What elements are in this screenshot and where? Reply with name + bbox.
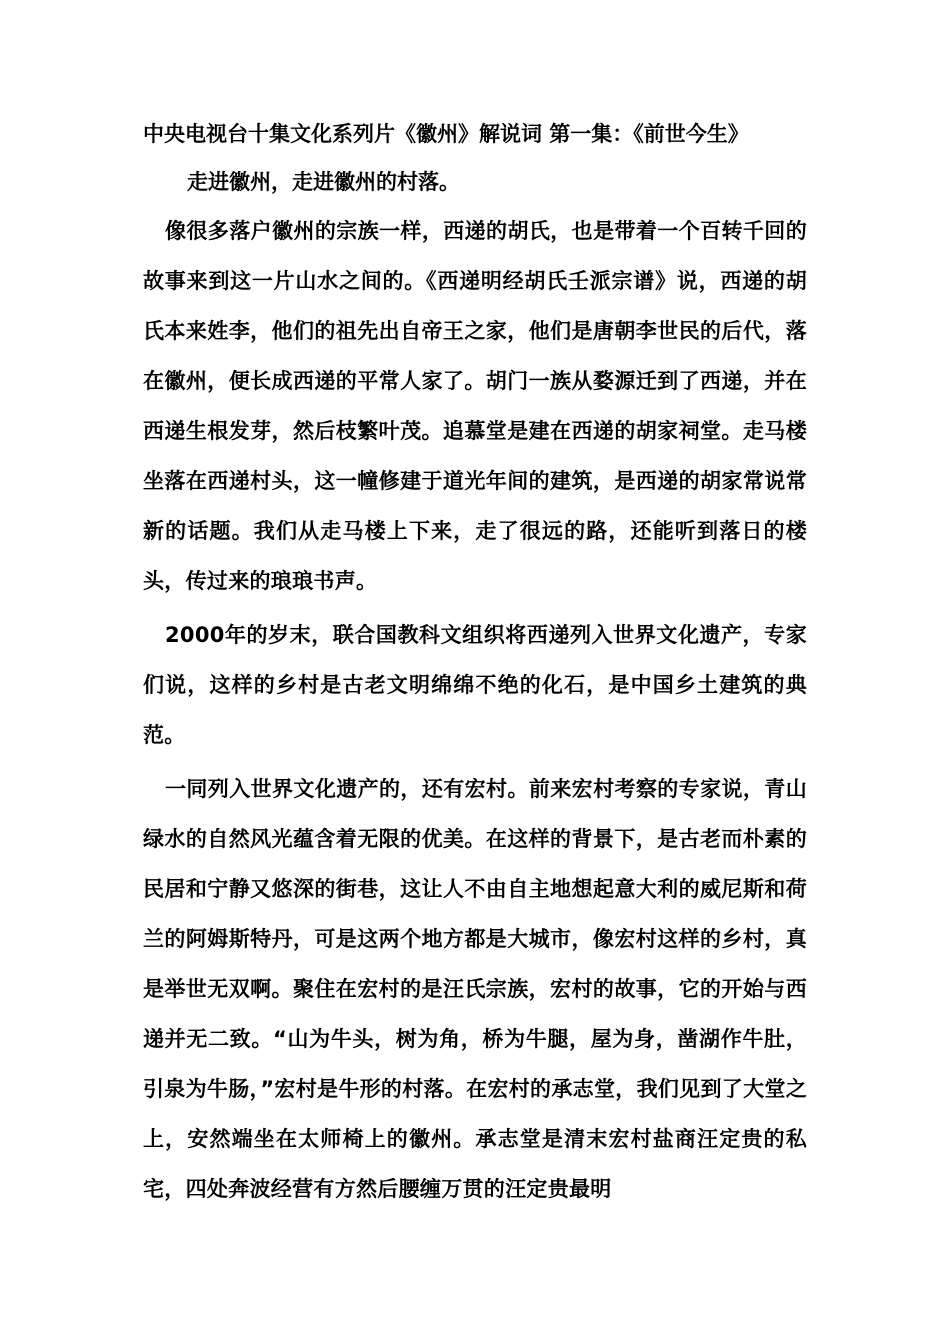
paragraph-hongcun: 一同列入世界文化遗产的，还有宏村。前来宏村考察的专家说，青山绿水的自然风光蕴含着无限的优美。在这样的背景下，是古老而朴素的民居和宁静又悠深的街巷，这让人不由自主地想起意大利的威尼斯和荷兰的阿姆斯特丹，可是这两个地方都是大城市，像宏村这样的乡村，真是举世无双啊。聚住在宏村的是汪氏宗族，宏村的故事，它的开始与西递并无二致。“山为牛头，树为角，桥为牛腿，屋为身，凿湖作牛肚，引泉为牛肠，”宏村是牛形的村落。在宏村的承志堂，我们见到了大堂之上，安然端坐在太师椅上的徽州。承志堂是清末宏村盐商汪定贵的私宅，四处奔波经营有方然后腰缠万贯的汪定贵最明	[143, 777, 807, 1201]
intro-line: 走进徽州，走进徽州的村落。	[187, 170, 460, 194]
document-title: 中央电视台十集文化系列片《徽州》解说词 第一集：《前世今生》	[143, 122, 749, 146]
paragraph-heritage: 2000年的岁末，联合国教科文组织将西递列入世界文化遗产，专家们说，这样的乡村是古老文明绵绵不绝的化石，是中国乡土建筑的典范。	[143, 623, 807, 747]
document-page	[143, 114, 807, 1214]
paragraph-xidi: 像很多落户徽州的宗族一样，西递的胡氏，也是带着一个百转千回的故事来到这一片山水之间的。《西递明经胡氏壬派宗谱》说，西递的胡氏本来姓李，他们的祖先出自帝王之家，他们是唐朝李世民的后代，落在徽州，便长成西递的平常人家了。胡门一族从婺源迁到了西递，并在西递生根发芽，然后枝繁叶茂。追慕堂是建在西递的胡家祠堂。走马楼坐落在西递村头，这一幢修建于道光年间的建筑，是西递的胡家常说常新的话题。我们从走马楼上下来，走了很远的路，还能听到落日的楼头，传过来的琅琅书声。	[143, 219, 807, 593]
